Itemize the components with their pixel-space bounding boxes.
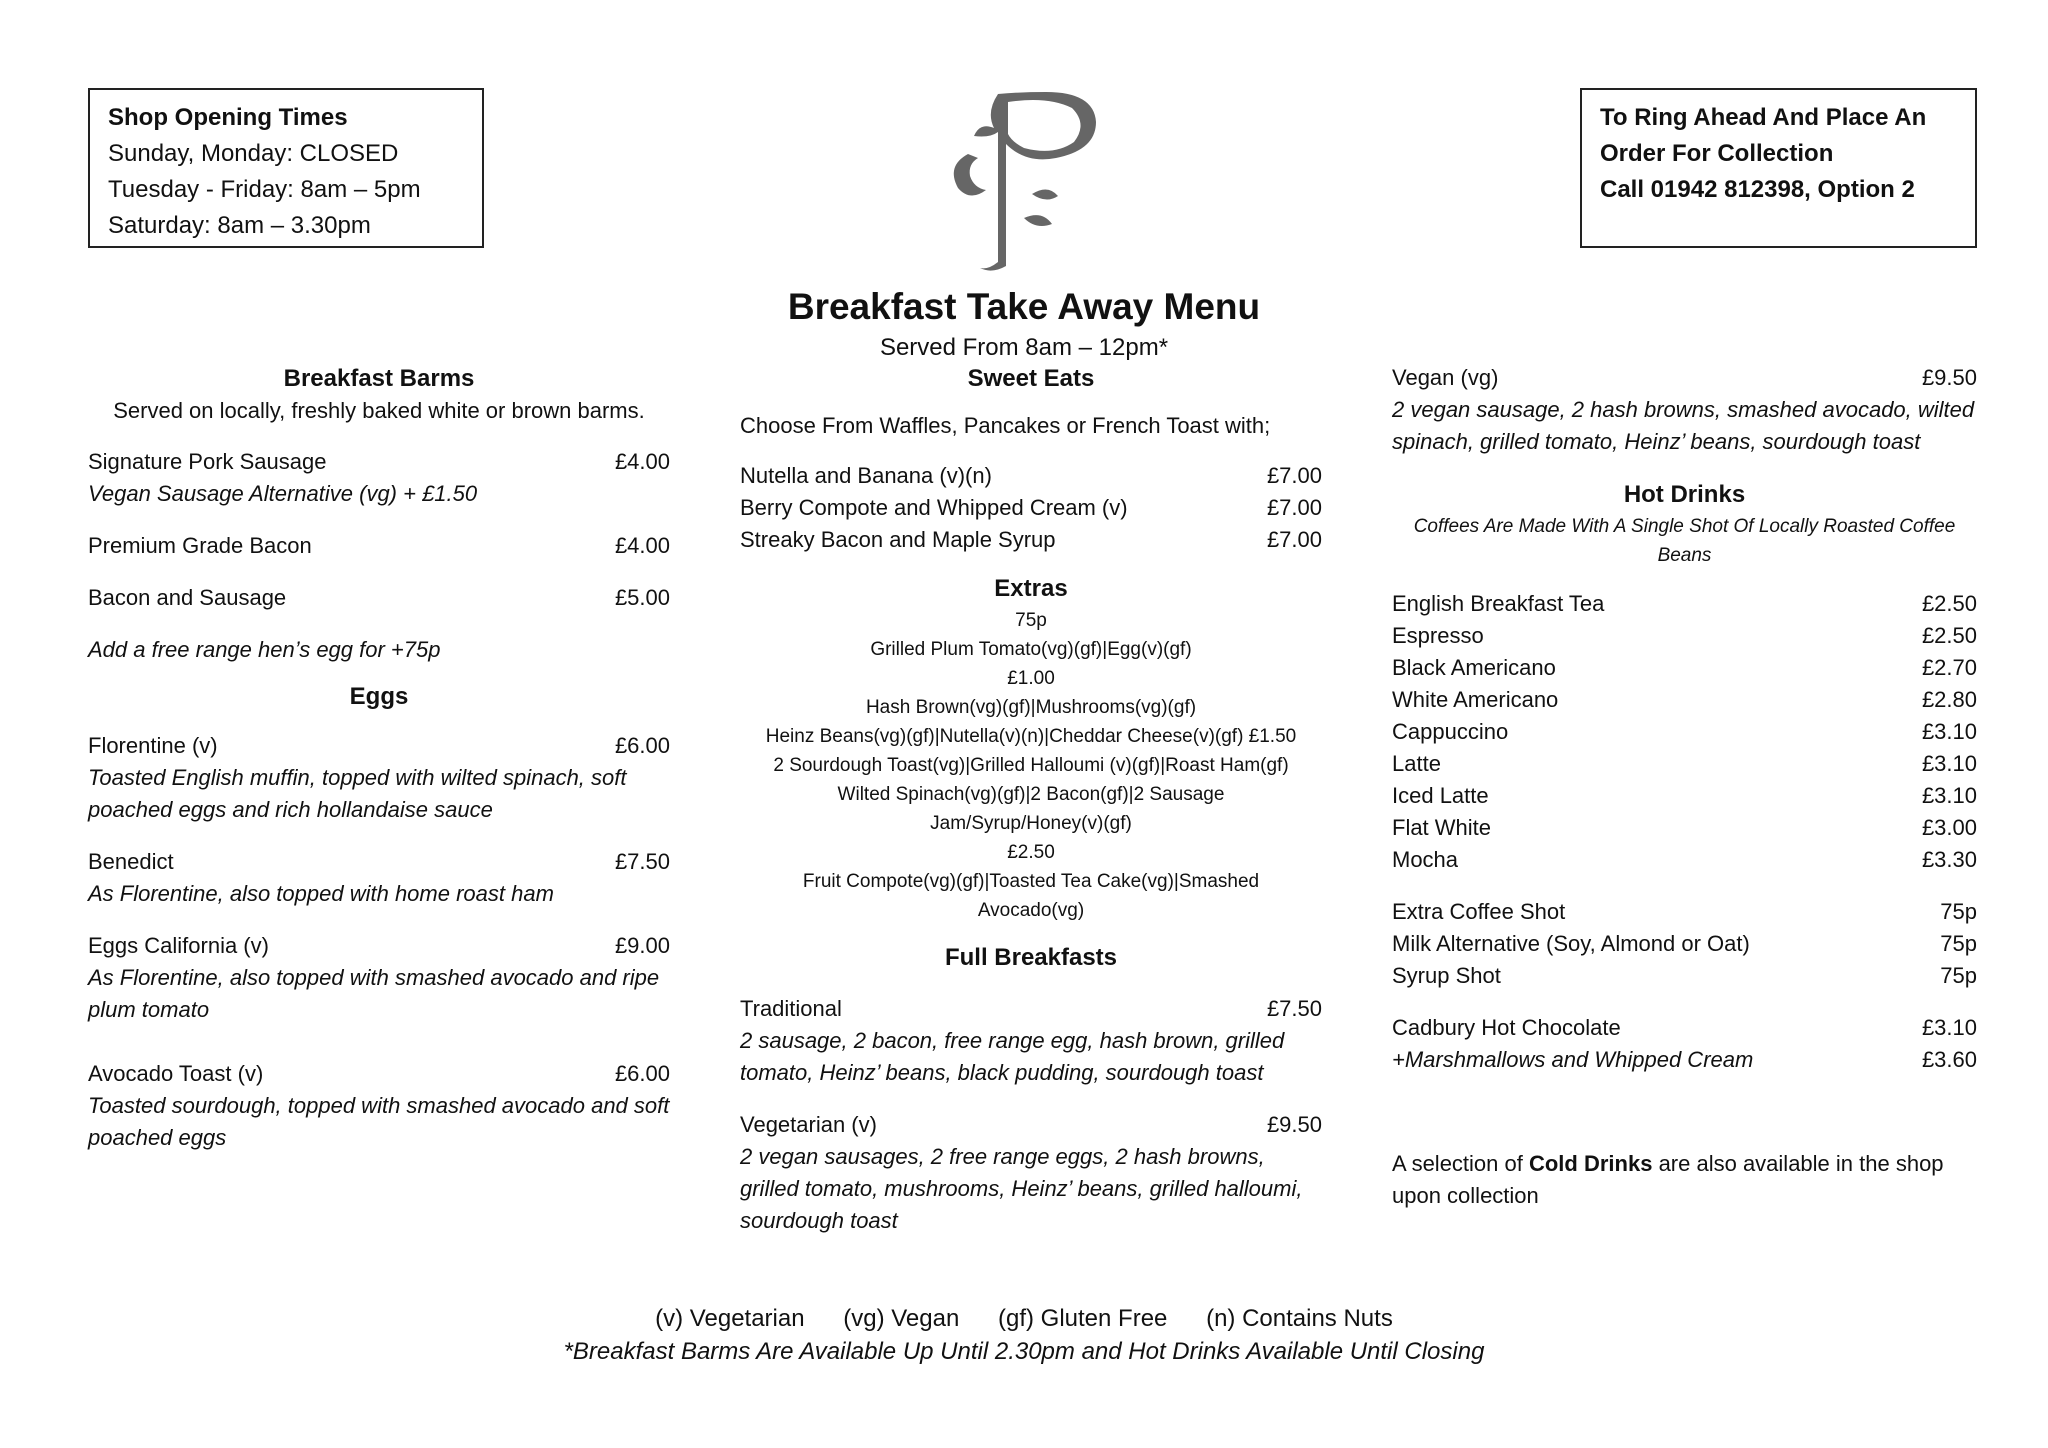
order-ahead-line: Order For Collection <box>1600 140 1834 167</box>
menu-subtitle: Served From 8am – 12pm* <box>879 334 1169 361</box>
opening-times-line: Saturday: 8am – 3.30pm <box>108 212 371 239</box>
sweet-eats-note <box>740 410 1322 442</box>
drink-addon <box>1392 1044 1977 1076</box>
menu-item <box>1392 362 1977 394</box>
drink-item <box>1392 748 1977 780</box>
menu-item <box>88 730 670 762</box>
menu-item <box>88 530 670 562</box>
item-name: English Breakfast Tea <box>1392 591 1605 616</box>
item-name: Signature Pork Sausage <box>88 449 327 474</box>
item-name: Traditional <box>740 996 842 1021</box>
item-price: £3.10 <box>1921 1015 1977 1040</box>
drink-item <box>1392 684 1977 716</box>
cold-drinks-note <box>1392 1148 1977 1212</box>
extras-price-tier: 75p <box>1015 610 1047 631</box>
item-price: 75p <box>1940 899 1977 924</box>
egg-addon-note: Add a free range hen’s egg for +75p <box>88 637 441 662</box>
item-description: Vegan Sausage Alternative (vg) + £1.50 <box>88 481 478 506</box>
item-price: £3.00 <box>1921 815 1977 840</box>
menu-item <box>740 492 1322 524</box>
item-description: As Florentine, also topped with smashed avocado and ripe plum tomato <box>88 965 660 1022</box>
item-price: £9.50 <box>1921 365 1977 390</box>
item-price: £3.60 <box>1921 1047 1977 1072</box>
dietary-key <box>0 1302 2048 1335</box>
drink-item <box>1392 780 1977 812</box>
item-price: £6.00 <box>614 1061 670 1086</box>
barms-note: Served on locally, freshly baked white or brown barms. <box>113 398 645 423</box>
left-column <box>88 362 670 1154</box>
cold-drinks-bold: Cold Drinks <box>1528 1151 1653 1176</box>
item-price: £4.00 <box>614 533 670 558</box>
item-price: £7.00 <box>1266 463 1322 488</box>
item-price: 75p <box>1940 931 1977 956</box>
item-name: Cappuccino <box>1392 719 1509 744</box>
key-vegan: (vg) Vegan <box>843 1305 960 1332</box>
item-name: Bacon and Sausage <box>88 585 287 610</box>
item-price: £5.00 <box>614 585 670 610</box>
extras-line: Avocado(vg) <box>977 900 1085 921</box>
extras-line: 2 Sourdough Toast(vg)|Grilled Halloumi (v)(gf)|Roast Ham(gf) <box>773 755 1289 776</box>
opening-times-line: Tuesday - Friday: 8am – 5pm <box>108 176 421 203</box>
item-description: 2 sausage, 2 bacon, free range egg, hash brown, grilled tomato, Heinz’ beans, black pudding, sourdough toast <box>740 1028 1285 1085</box>
cold-drinks-prefix: A selection of <box>1392 1151 1529 1176</box>
item-name: Latte <box>1392 751 1441 776</box>
item-price: £2.50 <box>1921 623 1977 648</box>
item-price: 75p <box>1940 963 1977 988</box>
drink-addon <box>1392 928 1977 960</box>
menu-item <box>88 930 670 962</box>
menu-item <box>88 846 670 878</box>
menu-title: Breakfast Take Away Menu <box>787 286 1261 327</box>
item-price: £2.80 <box>1921 687 1977 712</box>
item-name: Streaky Bacon and Maple Syrup <box>740 527 1056 552</box>
extras-line: Grilled Plum Tomato(vg)(gf)|Egg(v)(gf) <box>870 639 1192 660</box>
item-price: £2.70 <box>1921 655 1977 680</box>
item-price: £7.50 <box>1266 996 1322 1021</box>
item-name: Espresso <box>1392 623 1484 648</box>
menu-item <box>740 993 1322 1025</box>
item-name: Flat White <box>1392 815 1492 840</box>
item-price: £7.00 <box>1266 495 1322 520</box>
drink-item <box>1392 620 1977 652</box>
item-name: Premium Grade Bacon <box>88 533 312 558</box>
item-name: Eggs California (v) <box>88 933 269 958</box>
menu-item <box>740 524 1322 556</box>
extras-price-tier: £1.00 <box>1007 668 1055 689</box>
extras-line: Fruit Compote(vg)(gf)|Toasted Tea Cake(vg)|Smashed <box>802 871 1260 892</box>
key-contains-nuts: (n) Contains Nuts <box>1206 1305 1393 1332</box>
drink-item <box>1392 652 1977 684</box>
item-name: Mocha <box>1392 847 1459 872</box>
section-title-full-breakfasts: Full Breakfasts <box>944 944 1118 971</box>
section-title-hot-drinks: Hot Drinks <box>1623 481 1746 508</box>
item-price: £3.10 <box>1921 783 1977 808</box>
menu-item <box>88 1058 670 1090</box>
extras-line: Hash Brown(vg)(gf)|Mushrooms(vg)(gf) <box>865 697 1197 718</box>
section-title-sweet-eats: Sweet Eats <box>967 365 1095 392</box>
menu-item <box>88 582 670 614</box>
key-vegetarian: (v) Vegetarian <box>655 1305 805 1332</box>
item-description: Toasted English muffin, topped with wilted spinach, soft poached eggs and rich hollandaise sauce <box>88 765 627 822</box>
extras-price-tier: £2.50 <box>1007 842 1055 863</box>
drink-item <box>1392 844 1977 876</box>
item-name: Milk Alternative (Soy, Almond or Oat) <box>1392 931 1750 956</box>
opening-times-line: Sunday, Monday: CLOSED <box>108 140 399 167</box>
item-price: £6.00 <box>614 733 670 758</box>
item-name: Extra Coffee Shot <box>1392 899 1566 924</box>
item-name: White Americano <box>1392 687 1559 712</box>
opening-times-title: Shop Opening Times <box>108 104 348 131</box>
item-name: Benedict <box>88 849 174 874</box>
item-name: Avocado Toast (v) <box>88 1061 264 1086</box>
item-price: £4.00 <box>614 449 670 474</box>
item-price: £7.50 <box>614 849 670 874</box>
item-name: Nutella and Banana (v)(n) <box>740 463 992 488</box>
coffee-note: Coffees Are Made With A Single Shot Of Locally Roasted Coffee Beans <box>1413 516 1956 566</box>
item-description: 2 vegan sausage, 2 hash browns, smashed avocado, wilted spinach, grilled tomato, Heinz’ beans, sourdough toast <box>1392 397 1975 454</box>
drink-item <box>1392 812 1977 844</box>
item-name: Vegan (vg) <box>1392 365 1499 390</box>
item-name: Berry Compote and Whipped Cream (v) <box>740 495 1128 520</box>
item-price: £2.50 <box>1921 591 1977 616</box>
drink-item <box>1392 716 1977 748</box>
menu-item <box>740 1109 1322 1141</box>
availability-note: *Breakfast Barms Are Available Up Until 2.30pm and Hot Drinks Available Until Closing <box>563 1338 1485 1365</box>
sweet-eats-note-text: Choose From Waffles, Pancakes or French Toast with; <box>740 413 1271 438</box>
item-name: Cadbury Hot Chocolate <box>1392 1015 1621 1040</box>
opening-times-box <box>88 88 484 248</box>
item-description: Toasted sourdough, topped with smashed avocado and soft poached eggs <box>88 1093 670 1150</box>
section-title-eggs: Eggs <box>349 683 409 710</box>
order-ahead-phone: Call 01942 812398, Option 2 <box>1600 176 1915 203</box>
item-price: £3.10 <box>1921 719 1977 744</box>
order-ahead-box <box>1580 88 1977 248</box>
extras-line: Heinz Beans(vg)(gf)|Nutella(v)(n)|Cheddar Cheese(v)(gf) £1.50 <box>765 726 1297 747</box>
cold-drinks-suffix: are also available in the shop upon collection <box>1392 1151 1944 1208</box>
key-gluten-free: (gf) Gluten Free <box>998 1305 1168 1332</box>
drink-item <box>1392 588 1977 620</box>
middle-column <box>740 362 1322 1237</box>
item-name: +Marshmallows and Whipped Cream <box>1392 1047 1754 1072</box>
menu-header <box>0 282 2048 364</box>
item-name: Black Americano <box>1392 655 1556 680</box>
item-price: £9.00 <box>614 933 670 958</box>
right-column <box>1392 362 1977 1212</box>
item-price: £9.50 <box>1266 1112 1322 1137</box>
drink-item <box>1392 1012 1977 1044</box>
item-price: £3.10 <box>1921 751 1977 776</box>
item-description: 2 vegan sausages, 2 free range eggs, 2 hash browns, grilled tomato, mushrooms, Heinz’ beans, grilled halloumi, sourdough toast <box>740 1144 1303 1233</box>
drink-addon <box>1392 960 1977 992</box>
section-title-breakfast-barms: Breakfast Barms <box>283 365 475 392</box>
item-price: £7.00 <box>1266 527 1322 552</box>
item-name: Florentine (v) <box>88 733 218 758</box>
extras-line: Jam/Syrup/Honey(v)(gf) <box>930 813 1132 834</box>
item-name: Iced Latte <box>1392 783 1489 808</box>
drink-addon <box>1392 896 1977 928</box>
extras-line: Wilted Spinach(vg)(gf)|2 Bacon(gf)|2 Sausage <box>837 784 1225 805</box>
item-description: As Florentine, also topped with home roast ham <box>88 881 554 906</box>
menu-item <box>88 446 670 478</box>
order-ahead-line: To Ring Ahead And Place An <box>1600 104 1927 131</box>
item-price: £3.30 <box>1921 847 1977 872</box>
letter-p-logo-icon <box>928 84 1128 274</box>
footer <box>0 1302 2048 1368</box>
menu-item <box>740 460 1322 492</box>
item-name: Vegetarian (v) <box>740 1112 877 1137</box>
section-title-extras: Extras <box>994 575 1068 602</box>
item-name: Syrup Shot <box>1392 963 1501 988</box>
